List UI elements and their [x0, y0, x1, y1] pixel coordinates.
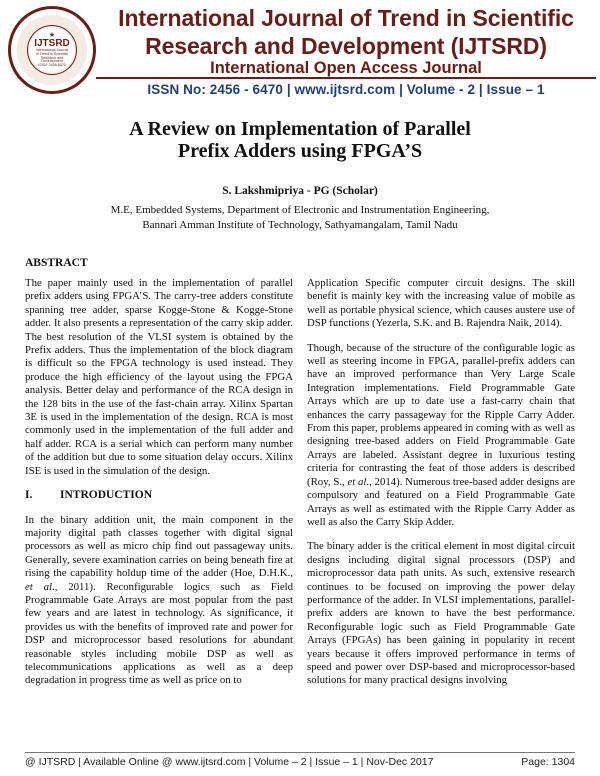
- seal-issn: ISSN: 2456-6470: [38, 63, 66, 68]
- affiliation-line: M.E, Embedded Systems, Department of Electronic and Instrumentation Engineering,: [110, 204, 490, 216]
- abstract-heading: ABSTRACT: [25, 257, 88, 269]
- page-number: Page: 1304: [521, 756, 575, 768]
- header-divider: [96, 77, 596, 79]
- text-run-italic: et al: [347, 475, 367, 488]
- text-run-italic: et al: [25, 580, 52, 593]
- journal-seal-icon: [8, 6, 96, 94]
- body-paragraph: [307, 342, 575, 530]
- seal-inner: [27, 25, 77, 75]
- seal-center-text: IJTSRD: [34, 37, 70, 49]
- seal-inner-line: Research and: [40, 55, 64, 60]
- right-column: [307, 277, 575, 699]
- left-column: [25, 277, 293, 699]
- body-paragraph: The binary adder is the critical element in most digital circuit designs including digital signal processors (DSP) and microprocessor data path units. As such, extensive research continues to be focused on improving the power delay performance of the adder. In VLSI implementations, parallel-prefix adders are known to have the best performance. Reconfigurable logic such as Field Programmable Gate Arrays (FPGAs) has been gaining in popularity in recent years because it offers improved performance in terms of speed and power over DSP-based and microprocessor-based solutions for many practical designs involving: [307, 540, 575, 687]
- text-run: In the binary addition unit, the main component in the majority digital path classes together with digital signal processors as well as micro chip find out passageway units. Generally, severe examination carries on being beneath fire at rising the capability holdup time of the adder (Hoe, D.H.K.,: [25, 513, 293, 580]
- seal-star-icon: ★: [48, 30, 56, 39]
- seal-inner-line: Development: [41, 59, 63, 64]
- seal-inner-line: of Trend in Scientific: [35, 51, 69, 56]
- journal-subtitle: International Open Access Journal: [210, 59, 482, 77]
- seal-inner-line: International Journal: [35, 47, 69, 52]
- section-title: INTRODUCTION: [60, 489, 153, 502]
- author-affiliation: [0, 203, 600, 233]
- text-run: ., 2011). Reconfigurable logics such as Field Programmable Gate Arrays are most popular from the past few years and are latest in technology. As significance, it provides us with the benefits of improved rate and power for DSP and microprocessor based resolutions for abundant reasonable styles including mobile DSP as well as telecommunications applications as well as a deep degradation in progress time as well as price on to: [25, 580, 294, 687]
- affiliation-line: Bannari Amman Institute of Technology, Sathyamangalam, Tamil Nadu: [142, 219, 458, 231]
- intro-paragraph: [25, 514, 293, 688]
- journal-title: International Journal of Trend in Scientific Research and Development (IJTSRD): [118, 5, 574, 59]
- paper-title-line: Prefix Adders using FPGA’S: [177, 140, 423, 162]
- footer-citation: @ IJTSRD | Available Online @ www.ijtsrd.com | Volume – 2 | Issue – 1 | Nov-Dec 2017: [25, 756, 434, 768]
- paper-title-line: A Review on Implementation of Parallel: [129, 118, 471, 140]
- journal-issn-line: ISSN No: 2456 - 6470 | www.ijtsrd.com | Volume - 2 | Issue – 1: [147, 82, 545, 97]
- section-heading-introduction: [25, 489, 293, 502]
- section-number: I.: [25, 489, 33, 502]
- paper-title: [0, 118, 600, 162]
- text-run: ., 2014). Numerous tree-based adder designs are compulsory and featured on a Field Programmable Gate Arrays as well as estimated with the Ripple Carry Adder as well as also the Carry Skip Adder.: [307, 475, 575, 528]
- body-paragraph: Application Specific computer circuit designs. The skill benefit is mainly key with the increasing value of mobile as well as portable physical science, which causes austere use of DSP functions (Yezerla, S.K. and B. Rajendra Naik, 2014).: [307, 277, 575, 330]
- page-footer: [25, 752, 575, 768]
- author-name: S. Lakshmipriya - PG (Scholar): [222, 185, 378, 197]
- journal-header: [0, 0, 600, 108]
- text-run: Though, because of the structure of the configurable logic as well as steering income in FPGA, parallel-prefix adders can have an improved performance than Very Large Scale Integration implementations. Field Programmable Gate Arrays which are up to date use a fast-carry chain that enhances the carry passageway for the Ripple Carry Adder. From this paper, problems appeared in coming with as well as designing tree-based adders on Field Programmable Gate Arrays are labeled. Assistant degree in luxurious testing criteria for contrasting the feat of those adders is described (Roy, S.,: [307, 341, 575, 488]
- abstract-text: The paper mainly used in the implementation of parallel prefix adders using FPGA’S. The carry-tree adders constitute spanning tree adder, sparse Kogge-Stone & Kogge-Stone adder. It also presents a representation of the carry skip adder. The best resolution of the VLSI system is obtained by the Prefix adders. Thus the implementation of the block diagram is difficult so the FPGA technology is used instead. They produce the high efficiency of the layout using the FPGA analysis. Better delay and performance of the RCA design in the 128 bits in the use of the fast-chain array. Xilinx Spartan 3E is used in the implementation of the design. RCA is most commonly used in the implementation of the full adder and half adder. RCA is a serial which can perform many number of the addition but due to some situation delay occurs. Xilinx ISE is used in the simulation of the design.: [25, 277, 293, 477]
